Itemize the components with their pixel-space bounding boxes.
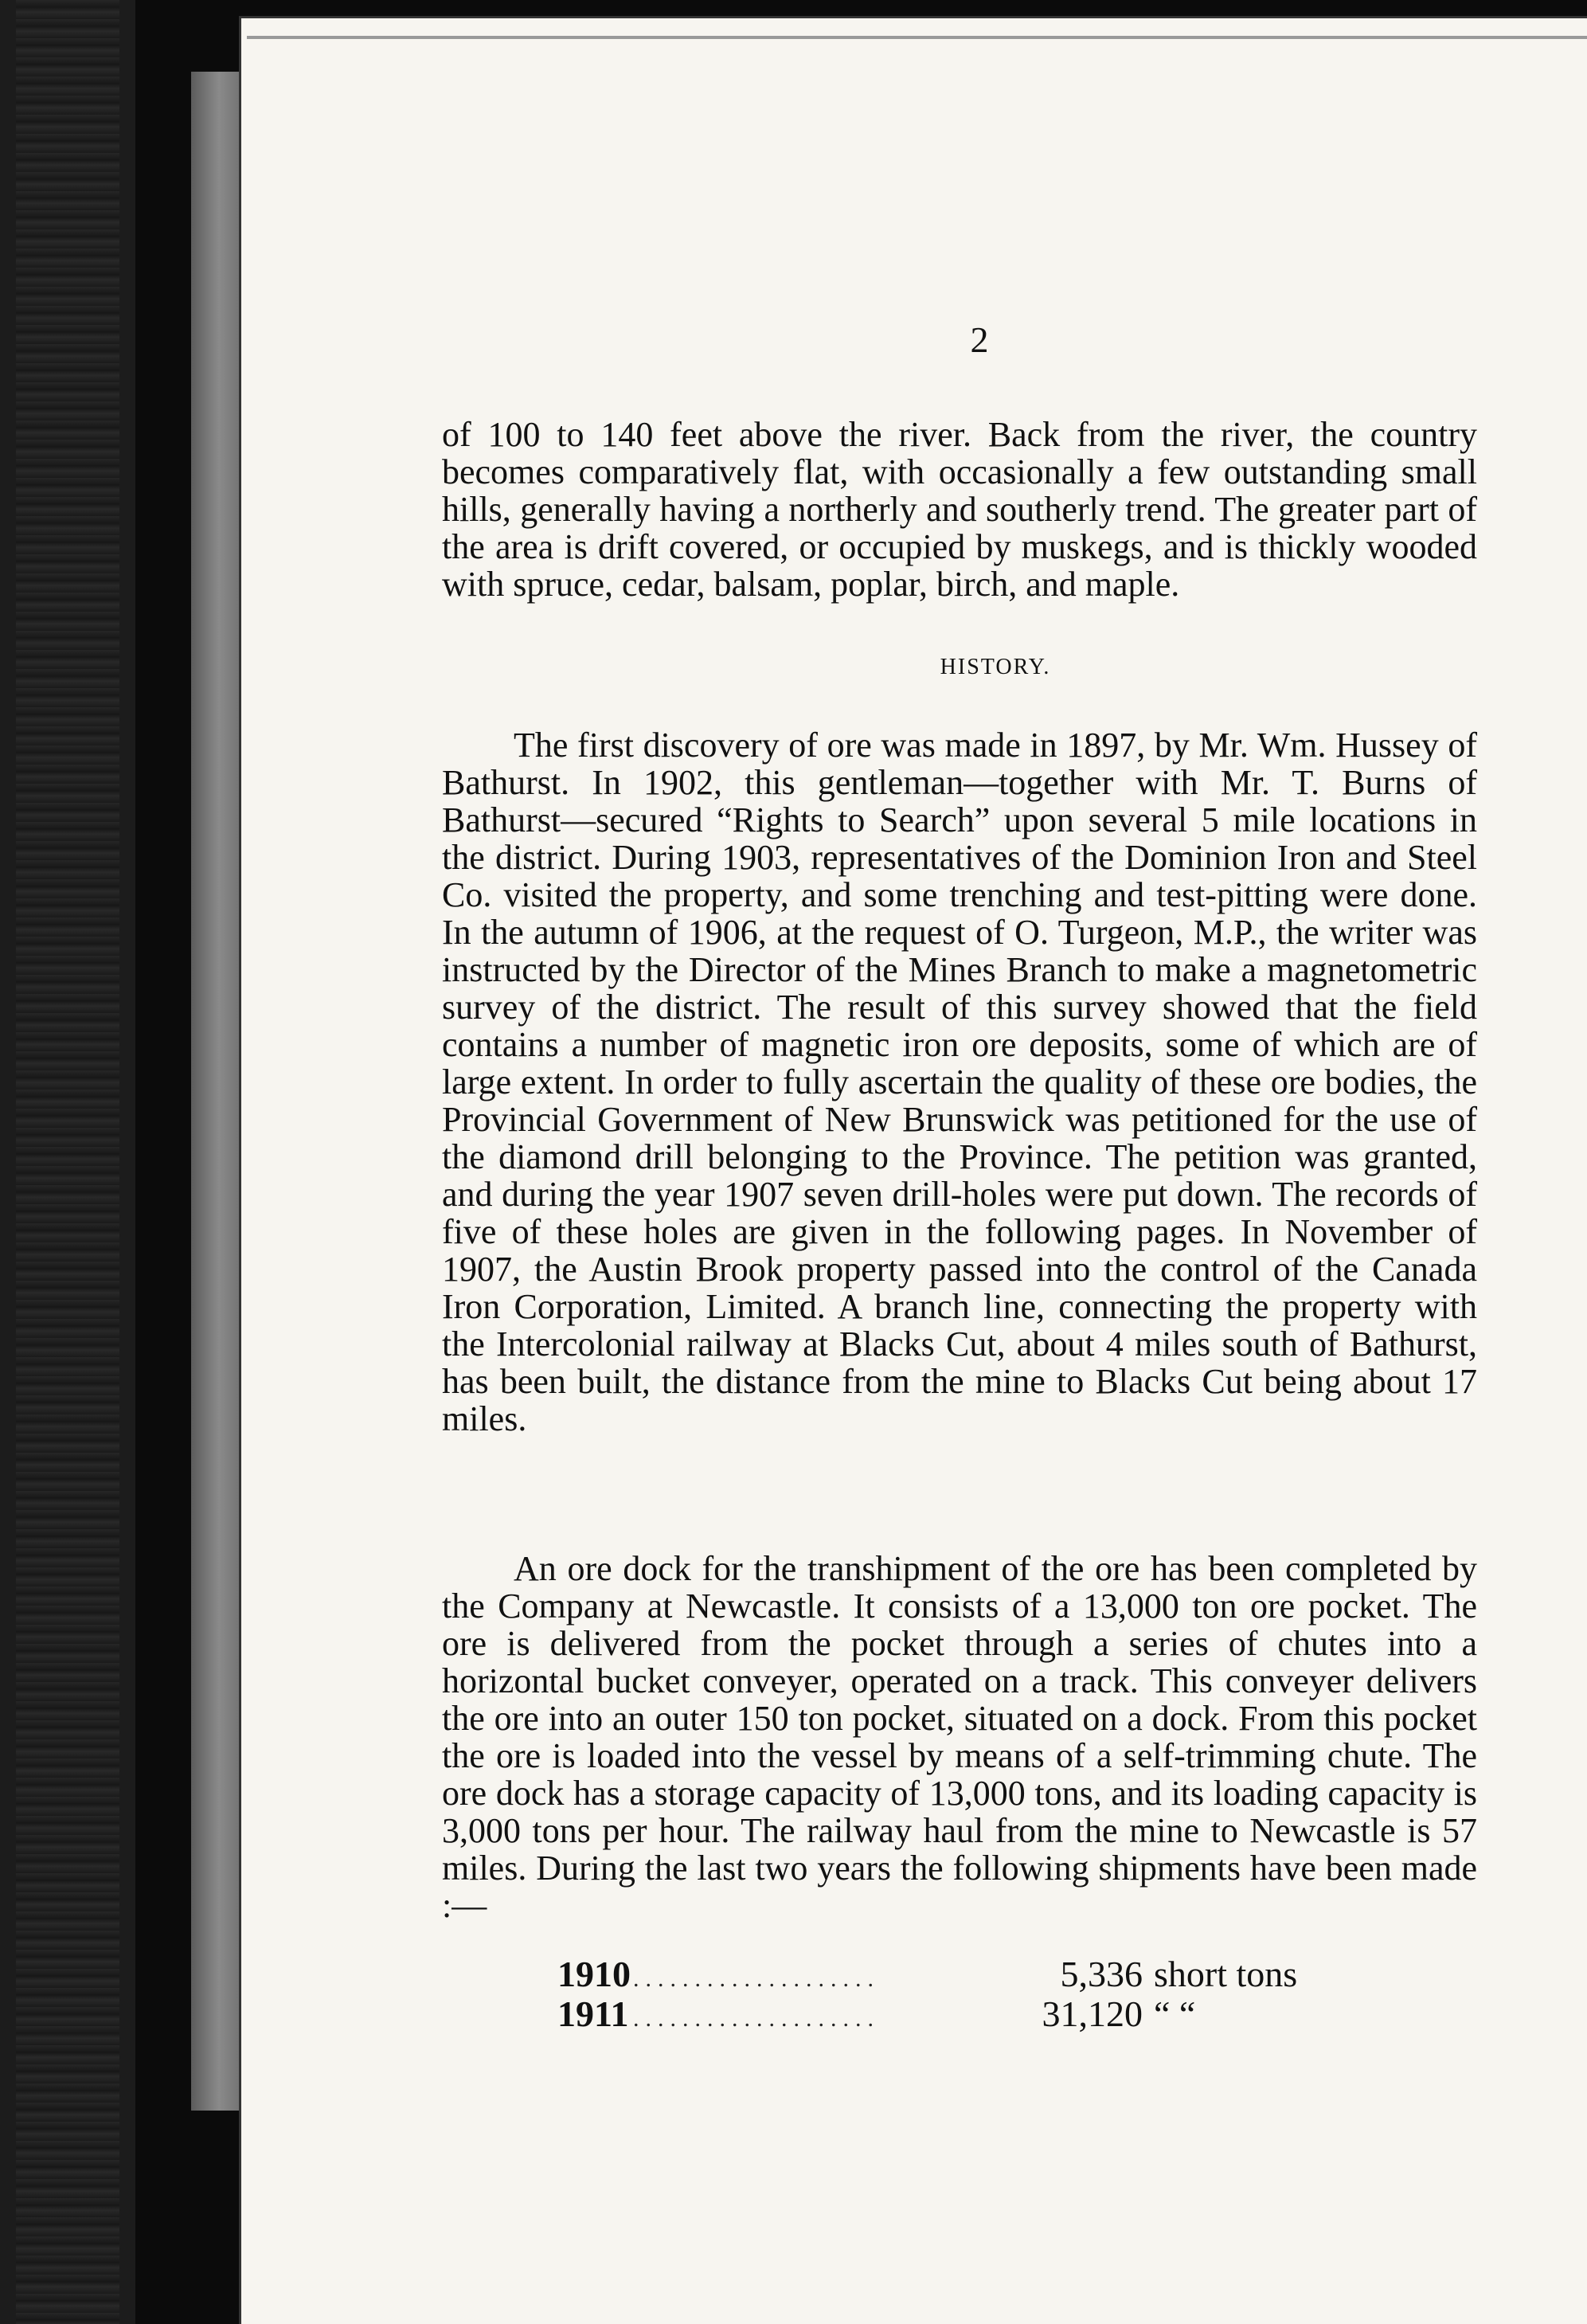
shipment-row [557, 1993, 1394, 2033]
scan-margin [0, 0, 135, 2324]
shipment-amount: 5,336 [1060, 1954, 1143, 1994]
shipment-unit: “ “ [1154, 1993, 1196, 2034]
section-heading-history: HISTORY. [940, 655, 1051, 679]
shipment-year: 1911 [557, 1993, 629, 2034]
shipment-row [557, 1953, 1394, 1993]
page-edge-line [247, 36, 1587, 39]
shipment-amount: 31,120 [1042, 1993, 1143, 2034]
paragraph-ore-dock: An ore dock for the transhipment of the ore has been completed by the Company at Newcastle. It consists of a 13,000 ton ore pocket. The ore is delivered from the pocket through a series of chutes into a horizontal bucket conveyer, operated on a track. This conveyer delivers the ore into an outer 150 ton pocket, situated on a dock. From this pocket the ore is loaded into the vessel by means of a self-trimming chute. The ore dock has a storage capacity of 13,000 tons, and its loading capacity is 3,000 tons per hour. The railway haul from the mine to Newcastle is 57 miles. During the last two years the following shipments have been made :— [442, 1549, 1477, 1925]
shipment-year: 1910 [557, 1954, 631, 1994]
dot-leader: .................... [633, 2005, 880, 2032]
shipments-table [557, 1953, 1394, 2033]
page-number: 2 [970, 319, 989, 360]
paragraph-terrain: of 100 to 140 feet above the river. Back from the river, the country becomes comparatively flat, with occasionally a few outstanding small hills, generally having a northerly and southerly trend. The greater part of the area is drift covered, or occupied by muskegs, and is thickly wooded with spruce, cedar, balsam, poplar, birch, and maple. [442, 415, 1477, 604]
paragraph-history: The first discovery of ore was made in 1897, by Mr. Wm. Hussey of Bathurst. In 1902, this gentleman—together with Mr. T. Burns of Bathurst—secured “Rights to Search” upon several 5 mile locations in the district. During 1903, representatives of the Dominion Iron and Steel Co. visited the property, and some trenching and test-pitting were done. In the autumn of 1906, at the request of O. Turgeon, M.P., the writer was instructed by the Director of the Mines Branch to make a magnetometric survey of the district. The result of this survey showed that the field contains a number of magnetic iron ore deposits, some of which are of large extent. In order to fully ascertain the quality of these ore bodies, the Provincial Government of New Brunswick was petitioned for the use of the diamond drill belonging to the Province. The petition was granted, and during the year 1907 seven drill-holes were put down. The records of five of these holes are given in the following pages. In November of 1907, the Austin Brook property passed into the control of the Canada Iron Corporation, Limited. A branch line, connecting the property with the Intercolonial railway at Blacks Cut, about 4 miles south of Bathurst, has been built, the distance from the mine to Blacks Cut being about 17 miles. [442, 726, 1477, 1438]
dot-leader: .................... [633, 1966, 880, 1992]
shipment-unit: short tons [1154, 1954, 1298, 1994]
